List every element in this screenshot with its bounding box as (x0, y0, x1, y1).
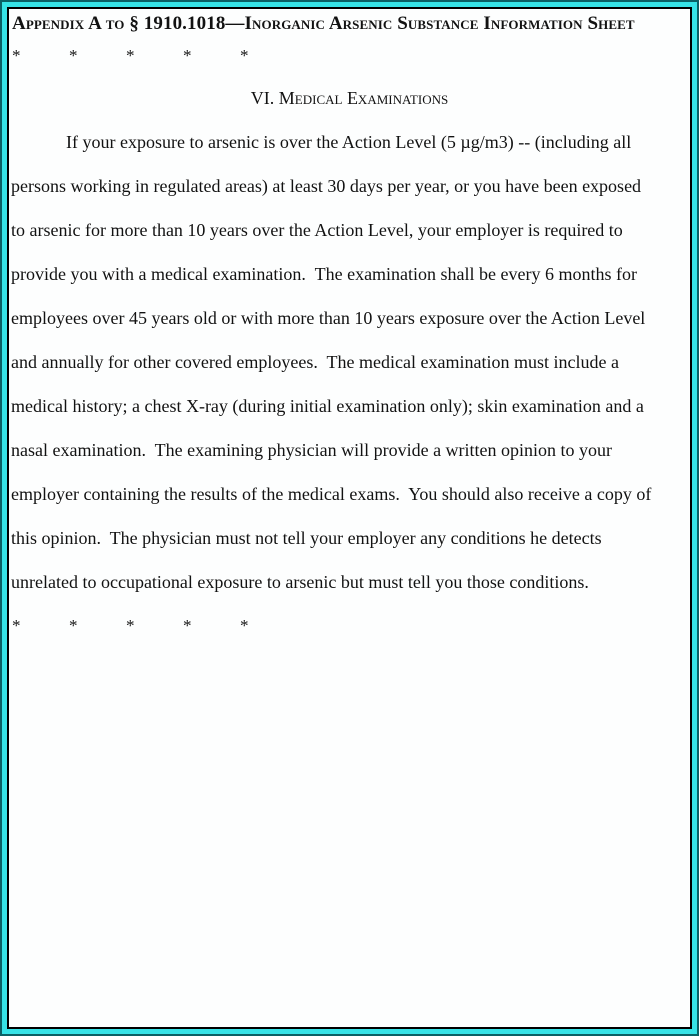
asterisk-separator: * (12, 46, 21, 65)
paragraph-line: If your exposure to arsenic is over the Action Level (5 µg/m3) -- (including all (66, 132, 632, 152)
asterisk-separator: * (12, 616, 21, 635)
asterisk-separator: * (69, 46, 78, 65)
asterisk-separator: * (183, 616, 192, 635)
paragraph-line: nasal examination. The examining physician will provide a written opinion to your (11, 440, 613, 460)
paragraph-line: unrelated to occupational exposure to arsenic but must tell you those conditions. (11, 572, 589, 592)
paragraph-line: medical history; a chest X-ray (during initial examination only); skin examination and a (11, 396, 644, 416)
document-content (7, 7, 692, 1029)
paragraph-line: employees over 45 years old or with more than 10 years exposure over the Action Level (11, 308, 646, 328)
paragraph-line: and annually for other covered employees. The medical examination must include a (11, 352, 619, 372)
asterisk-separator: * (183, 46, 192, 65)
body-paragraph (11, 120, 688, 604)
section-heading: VI. Medical Examinations (250, 88, 449, 108)
asterisk-separator: * (126, 616, 135, 635)
document-title: Appendix A to § 1910.1018—Inorganic Arsenic Substance Information Sheet (12, 13, 635, 34)
paragraph-line: persons working in regulated areas) at least 30 days per year, or you have been exposed (11, 176, 642, 196)
asterisk-separator: * (240, 46, 249, 65)
asterisk-separator: * (69, 616, 78, 635)
section-separator-top (11, 46, 688, 66)
paragraph-line: to arsenic for more than 10 years over the Action Level, your employer is required to (11, 220, 623, 240)
asterisk-separator: * (126, 46, 135, 65)
paragraph-line: employer containing the results of the medical exams. You should also receive a copy of (11, 484, 652, 504)
paragraph-line: this opinion. The physician must not tell your employer any conditions he detects (11, 528, 602, 548)
asterisk-separator: * (240, 616, 249, 635)
section-separator-bottom (11, 616, 688, 636)
paragraph-line: provide you with a medical examination. The examination shall be every 6 months for (11, 264, 638, 284)
